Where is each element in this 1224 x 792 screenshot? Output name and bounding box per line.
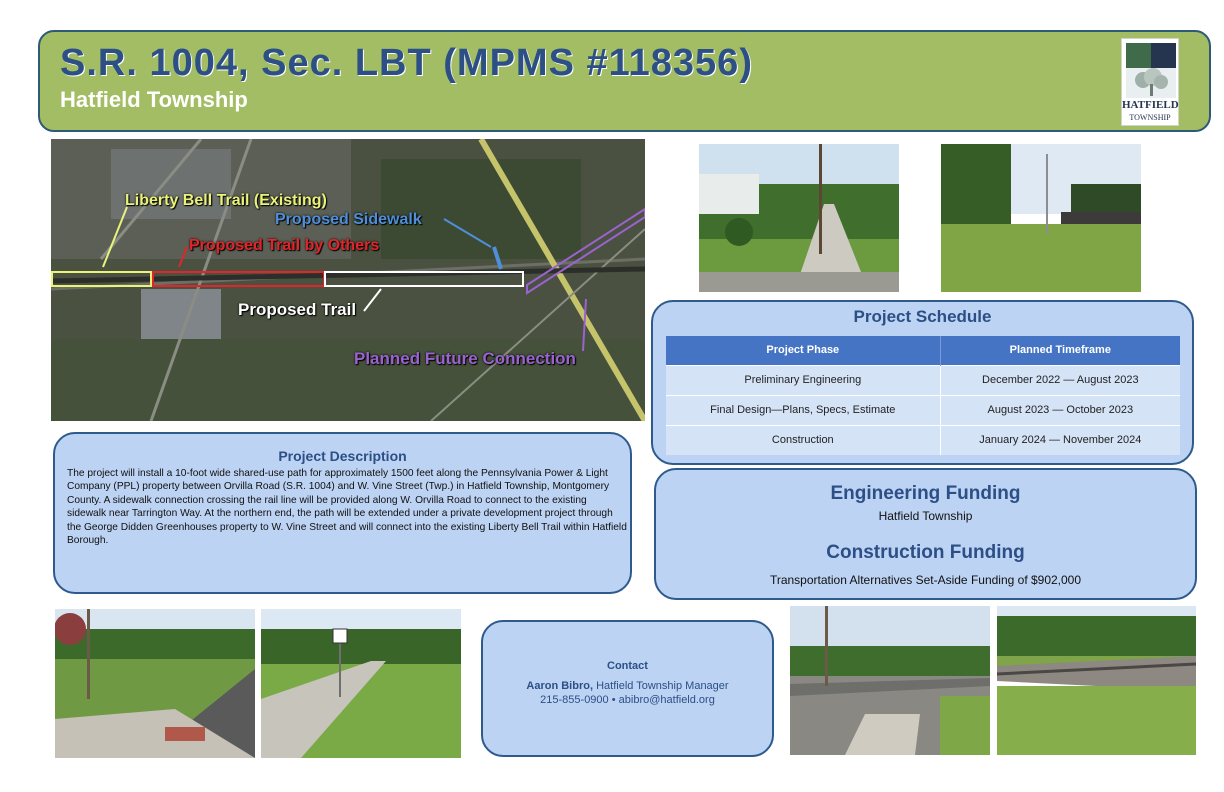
phase-cell: Construction [666, 425, 940, 455]
photo-rail-corridor [941, 144, 1141, 292]
contact-name: Aaron Bibro, [526, 680, 594, 692]
photo-road-sign [261, 609, 461, 758]
timeframe-cell: August 2023 — October 2023 [940, 395, 1180, 425]
contact-details [483, 694, 772, 706]
logo-navy-square [1151, 43, 1176, 68]
label-proposed-trail: Proposed Trail [238, 300, 357, 319]
table-row [666, 395, 1180, 425]
column-header: Planned Timeframe [940, 336, 1180, 365]
construction-funding-heading: Construction Funding [826, 542, 1025, 563]
photo-sidewalk [699, 144, 899, 292]
photo-rail-crossing [790, 606, 990, 755]
description-panel [53, 432, 632, 594]
engineering-funding-value: Hatfield Township [878, 509, 973, 523]
table-row [666, 425, 1180, 455]
description-text: The project will install a 10-foot wide shared-use path for approximately 1500 feet along the Pennsylvania Power & Light Company (PPL) property between Orvilla Road (S.R. 1004) and W. Vine Street (Twp.) in Hatfield Township, Montgomery County. A sidewalk connection crossing the rail line will be provided along W. Orvilla Road to connect to the existing sidewalk near Tarrington Way. At the northern end, the path will be extended under a private development project through the George Didden Greenhouses property to W. Vine Street and will connect into the existing Liberty Bell Trail within Hatfield Borough. [67, 468, 627, 547]
timeframe-cell: December 2022 — August 2023 [940, 365, 1180, 395]
logo-green-square [1126, 43, 1151, 68]
timeframe-cell: January 2024 — November 2024 [940, 425, 1180, 455]
page-title: S.R. 1004, Sec. LBT (MPMS #118356) [60, 42, 753, 84]
construction-funding-value: Transportation Alternatives Set-Aside Funding of $902,000 [769, 573, 1082, 587]
schedule-table [666, 336, 1180, 455]
contact-heading: Contact [607, 660, 648, 672]
title-banner [38, 30, 1211, 132]
photo-trackside-grass [997, 606, 1196, 755]
label-trail-by-others: Proposed Trail by Others [189, 237, 380, 254]
page-subtitle: Hatfield Township [60, 87, 248, 112]
schedule-panel [651, 300, 1194, 465]
aerial-map [51, 139, 645, 421]
tree-icon [1126, 68, 1176, 98]
description-heading: Project Description [278, 448, 407, 464]
logo-name: HATFIELD [1122, 99, 1179, 111]
contact-line [483, 680, 772, 692]
column-header: Project Phase [666, 336, 940, 365]
schedule-heading: Project Schedule [853, 307, 992, 326]
township-logo [1121, 38, 1179, 126]
contact-phone: 215-855-0900 [540, 694, 609, 706]
phase-cell: Preliminary Engineering [666, 365, 940, 395]
schedule-header-row [666, 336, 1180, 365]
engineering-funding-heading: Engineering Funding [830, 483, 1021, 504]
phase-cell: Final Design—Plans, Specs, Estimate [666, 395, 940, 425]
logo-sub: TOWNSHIP [1129, 113, 1171, 122]
contact-panel [481, 620, 774, 757]
label-future-connection: Planned Future Connection [354, 349, 576, 368]
photo-intersection [55, 609, 255, 758]
contact-role: Hatfield Township Manager [596, 680, 729, 692]
funding-panel [654, 468, 1197, 600]
contact-email[interactable]: abibro@hatfield.org [618, 694, 715, 706]
table-row [666, 365, 1180, 395]
label-proposed-sidewalk: Proposed Sidewalk [275, 211, 422, 228]
label-existing-trail: Liberty Bell Trail (Existing) [125, 192, 327, 209]
bullet-separator: • [611, 694, 619, 706]
